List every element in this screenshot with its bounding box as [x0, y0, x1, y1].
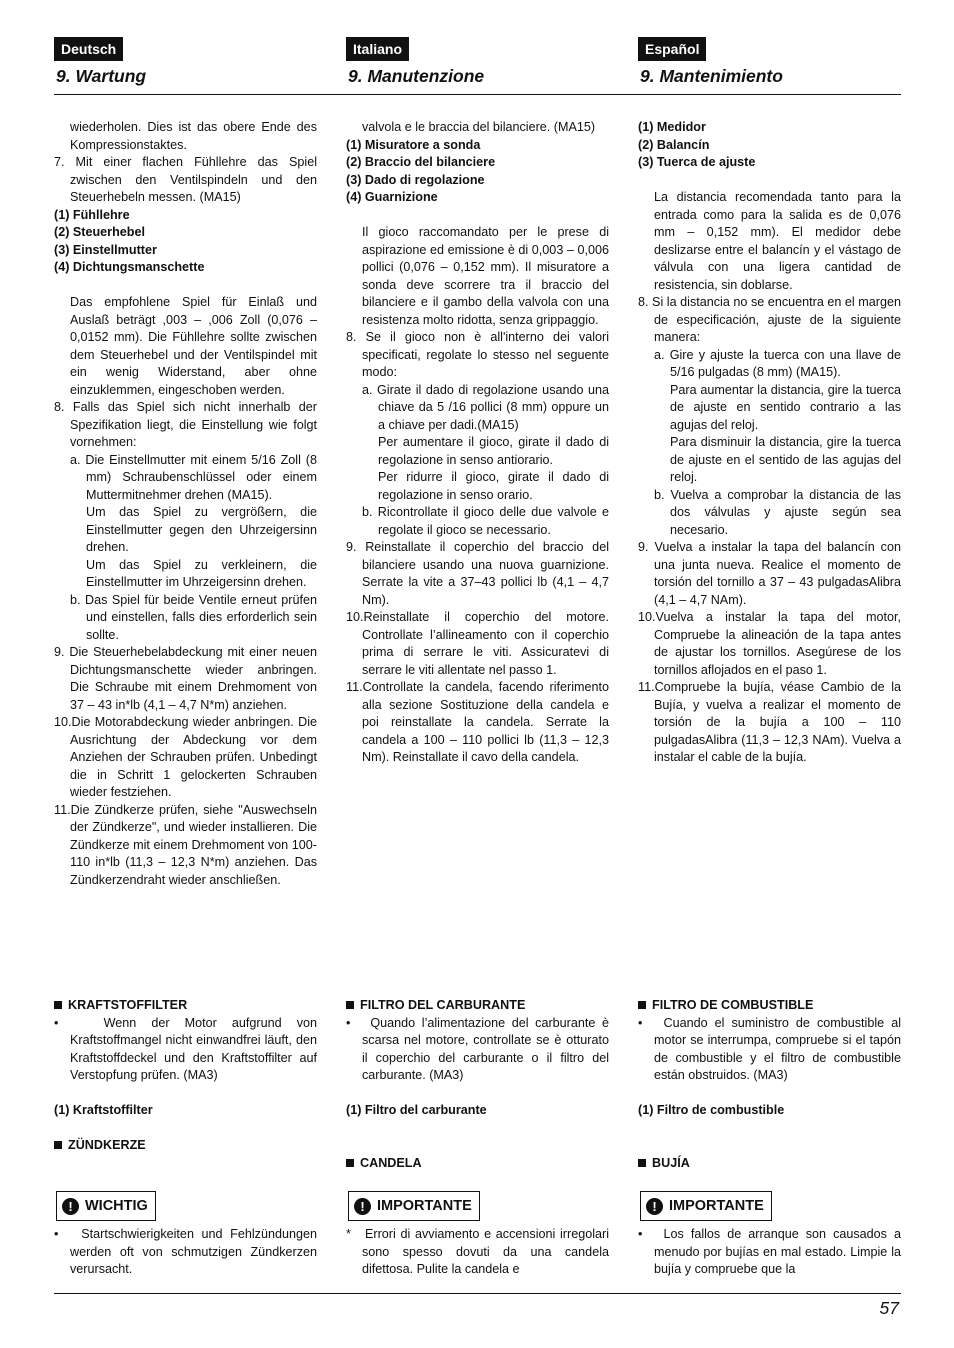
- step-11: 11.Die Zündkerze prüfen, siehe "Auswechseln der Zündkerze", und wieder installieren. Die Zündkerze mit einem Drehmoment von 100-110 in*lb (11,3 – 12,3 N*m) anziehen. Das Zündkerzendraht wieder anschließen.: [54, 802, 317, 887]
- paragraph: Il gioco raccomandato per le prese di aspirazione ed emissione è di 0,003 – 0,006 pollici (0,076 – 0,152 mm). Il misuratore a sonda deve scorrere tra il braccio del bilanciere e il gambo della valvola con una resistenza molto ridotta, senza grippaggio.: [362, 225, 609, 327]
- section-fuel-filter-de: [54, 997, 317, 1155]
- paragraph: Para disminuir la distancia, gire la tuerca de ajuste en el sentido de las agujas del reloj.: [670, 435, 901, 484]
- legend-item: (1) Filtro del carburante: [346, 1103, 487, 1117]
- exclamation-icon: !: [354, 1198, 371, 1215]
- page-number: 57: [879, 1298, 899, 1318]
- square-bullet-icon: [54, 1001, 62, 1009]
- legend-item: (3) Einstellmutter: [54, 242, 157, 257]
- legend-item: (1) Filtro de combustible: [638, 1103, 785, 1117]
- legend-item: (1) Medidor: [638, 120, 706, 134]
- notice-box-importante-es: ! IMPORTANTE: [640, 1191, 772, 1221]
- spark-plug-text-it: * Errori di avviamento e accensioni irregolari sono spesso dovuti da una candela difettosa. Pulite la candela e: [346, 1227, 610, 1276]
- section-heading: FILTRO DE COMBUSTIBLE: [638, 997, 901, 1015]
- notice-box-importante-it: ! IMPORTANTE: [348, 1191, 480, 1221]
- step-8b: b. Vuelva a comprobar la distancia de las dos válvulas y ajuste según sea necesario.: [654, 487, 901, 537]
- paragraph: Um das Spiel zu vergrößern, die Einstellmutter gegen den Uhrzeigersinn drehen.: [86, 505, 317, 554]
- language-tab-deutsch: Deutsch: [54, 37, 123, 61]
- paragraph: Per ridurre il gioco, girate il dado di regolazione in senso orario.: [378, 470, 609, 502]
- step-8b: b. Ricontrollate il gioco delle due valvole e regolate il gioco se necessario.: [362, 505, 609, 537]
- step-8a: a. Gire y ajuste la tuerca con una llave de 5/16 pulgadas (8 mm) (MA15).: [654, 347, 901, 379]
- step-8: 8. Si la distancia no se encuentra en el margen de especificación, ajuste de la siguiente manera:: [638, 295, 901, 344]
- section-heading: BUJÍA: [638, 1155, 901, 1173]
- legend-item: (3) Dado di regolazione: [346, 172, 485, 187]
- square-bullet-icon: [638, 1159, 646, 1167]
- chapter-title-it: 9. Manutenzione: [348, 66, 485, 86]
- paragraph: Das empfohlene Spiel für Einlaß und Auslaß beträgt ,003 – ,006 Zoll (0,076 – 0,0152 mm). Die Fühllehre sollte zwischen dem Steuerhebel und der Ventilspindel mit ein wenig Widerstand, aber ohne einzuklemmen, eingeschoben werden.: [70, 295, 317, 397]
- bullet-item: • Cuando el suministro de combustible al motor se interrumpa, compruebe si el tapón de combustible y el filtro de combustible están obstruidos. (MA3): [638, 1015, 901, 1082]
- legend-item: (2) Steuerhebel: [54, 225, 145, 239]
- language-tab-espanol: Español: [638, 37, 706, 61]
- column-es-maintenance: [638, 119, 901, 767]
- section-heading: CANDELA: [346, 1155, 609, 1173]
- column-it-maintenance: [346, 119, 609, 767]
- paragraph: valvola e le braccia del bilanciere. (MA15): [362, 120, 596, 134]
- legend-item: (3) Tuerca de ajuste: [638, 155, 756, 169]
- square-bullet-icon: [638, 1001, 646, 1009]
- legend-item: (1) Misuratore a sonda: [346, 137, 481, 152]
- square-bullet-icon: [346, 1159, 354, 1167]
- step-8: 8. Se il gioco non è all'interno dei valori specificati, regolate lo stesso nel seguente modo:: [346, 330, 609, 379]
- exclamation-icon: !: [62, 1198, 79, 1215]
- chapter-title-de: 9. Wartung: [56, 66, 147, 86]
- paragraph: Um das Spiel zu verkleinern, die Einstellmutter im Uhrzeigersinn drehen.: [86, 557, 317, 589]
- spark-plug-text-de: • Startschwierigkeiten und Fehlzündungen werden oft von schmutzigen Zündkerzen verursacht.: [54, 1227, 318, 1276]
- step-10: 10.Vuelva a instalar la tapa del motor, Compruebe la alineación de la tapa antes de ajustar los tornillos. Asegúrese de los tornillos aflojados en el paso 1.: [638, 610, 901, 677]
- chapter-title-es: 9. Mantenimiento: [640, 66, 783, 86]
- step-8b: b. Das Spiel für beide Ventile erneut prüfen und einstellen, falls dies erforderlich sein sollte.: [70, 592, 317, 642]
- section-fuel-filter-es: [638, 997, 901, 1172]
- step-7: 7. Mit einer flachen Fühllehre das Spiel zwischen den Ventilspindeln und den Steuerhebeln messen. (MA15): [54, 155, 317, 204]
- step-9: 9. Die Steuerhebelabdeckung mit einer neuen Dichtungsmanschette wieder anbringen. Die Schraube mit einem Drehmoment von 37 – 43 in*lb (4,1 – 4,7 N*m) anziehen.: [54, 645, 317, 712]
- exclamation-icon: !: [646, 1198, 663, 1215]
- paragraph: Para aumentar la distancia, gire la tuerca de ajuste en sentido contrario a las agujas del reloj.: [670, 382, 901, 432]
- column-de-maintenance: [54, 119, 317, 889]
- step-11: 11.Compruebe la bujía, véase Cambio de la Bujía, y vuelva a realizar el momento de torsión de la bujía a 100 – 110 pulgadasAlibra (11,3 – 12,3 NAm). Vuelva a instalar el cable de la bujía.: [638, 680, 901, 764]
- section-heading: ZÜNDKERZE: [54, 1137, 317, 1155]
- legend-item: (1) Kraftstoffilter: [54, 1103, 153, 1117]
- legend-item: (1) Fühllehre: [54, 207, 130, 222]
- step-9: 9. Vuelva a instalar la tapa del balancín con una junta nueva. Realice el momento de torsión del tornillo a 37 – 43 pulgadasAlibra (4,1 – 4,7 NAm).: [638, 540, 901, 607]
- footer-rule: [54, 1293, 901, 1294]
- legend-item: (4) Dichtungsmanschette: [54, 260, 205, 274]
- bullet-item: • Quando l’alimentazione del carburante è scarsa nel motore, controllate se è otturato il coperchio del carburante o il filtro del carburante. (MA3): [346, 1015, 610, 1082]
- paragraph: La distancia recomendada tanto para la entrada como para la salida es de 0,076 mm – 0,152 mm). El medidor debe deslizarse entre el balancín y el vástago de válvula con una ligera cantidad de resistencia, sin doblarse.: [654, 190, 901, 292]
- paragraph: wiederholen. Dies ist das obere Ende des Kompressionstaktes.: [70, 120, 317, 152]
- legend-item: (4) Guarnizione: [346, 190, 438, 204]
- spark-plug-text-es: • Los fallos de arranque son causados a menudo por bujías en mal estado. Limpie la bujía y compruebe que la: [638, 1227, 902, 1276]
- section-heading: KRAFTSTOFFILTER: [54, 997, 317, 1015]
- legend-item: (2) Braccio del bilanciere: [346, 155, 496, 169]
- step-8: 8. Falls das Spiel sich nicht innerhalb der Spezifikation liegt, die Einstellung wie folgt vornehmen:: [54, 400, 317, 449]
- section-heading: FILTRO DEL CARBURANTE: [346, 997, 609, 1015]
- step-10: 10.Reinstallate il coperchio del motore. Controllate l’allineamento con il coperchio prima di serrare le viti. Assicuratevi di serrare le viti allentate nel passo 1.: [346, 610, 609, 677]
- header-rule: [54, 94, 901, 95]
- language-tab-italiano: Italiano: [346, 37, 409, 61]
- step-11: 11.Controllate la candela, facendo riferimento alla sezione Sostituzione della candela e poi reinstallate la candela. Serrate la candela a 100 – 110 pollici lb (11,3 – 12,3 Nm). Reinstallate il cavo della candela.: [346, 680, 609, 764]
- section-fuel-filter-it: [346, 997, 609, 1172]
- step-9: 9. Reinstallate il coperchio del braccio del bilanciere usando una nuova guarnizione. Serrate la vite a 37–43 pollici lb (4,1 – 4,7 Nm).: [346, 540, 609, 607]
- square-bullet-icon: [54, 1141, 62, 1149]
- step-10: 10.Die Motorabdeckung wieder anbringen. Die Ausrichtung der Abdeckung vor dem Anziehen der Schrauben prüfen. Unbedingt die in Schritt 1 gelockerten Schrauben wieder festziehen.: [54, 715, 317, 799]
- step-8a: a. Die Einstellmutter mit einem 5/16 Zoll (8 mm) Schraubenschlüssel oder einem Muttermitnehmer drehen (MA15).: [70, 452, 317, 502]
- notice-box-wichtig: ! WICHTIG: [56, 1191, 156, 1221]
- step-8a: a. Girate il dado di regolazione usando una chiave da 5 /16 pollici (8 mm) oppure un a chiave per dadi.(MA15): [362, 382, 609, 432]
- legend-item: (2) Balancín: [638, 137, 710, 152]
- bullet-item: • Wenn der Motor aufgrund von Kraftstoffmangel nicht einwandfrei läuft, den Kraftstoffdeckel und den Kraftstoffilter auf Verstopfung prüfen. (MA3): [54, 1015, 317, 1082]
- paragraph: Per aumentare il gioco, girate il dado di regolazione in senso antiorario.: [378, 435, 609, 467]
- square-bullet-icon: [346, 1001, 354, 1009]
